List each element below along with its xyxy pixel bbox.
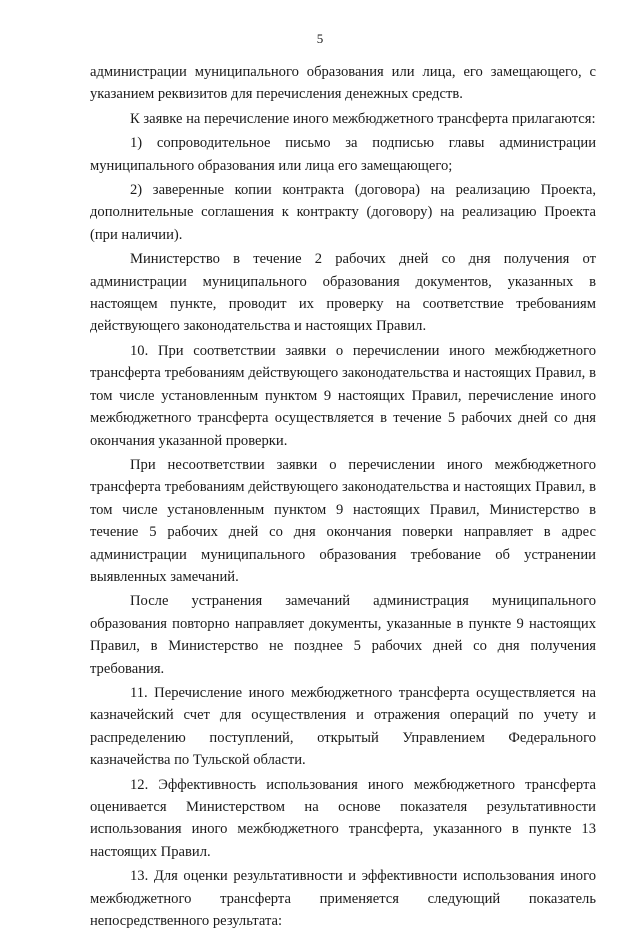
page-number: 5 — [316, 31, 324, 46]
paragraph: К заявке на перечисление иного межбюджетного трансферта прилагаются: — [130, 110, 596, 127]
paragraph: 10. При соответствии заявки о перечислении иного межбюджетного трансферта требованиям действующего законодательства и настоящих Правил, в том числе установленным пунктом 9 настоящих Правил, перечисление иного межбюджетного трансферта осуществляется в течение 5 рабочих дней со дня окончания указанной проверки. — [90, 342, 596, 449]
paragraph: 11. Перечисление иного межбюджетного трансферта осуществляется на казначейский счет для осуществления и отражения операций по учету и распределению поступлений, открытый Управлением Федерального казначейства по Тульской области. — [90, 684, 596, 769]
paragraph: Министерство в течение 2 рабочих дней со дня получения от администрации муниципального образования документов, указанных в настоящем пункте, проводит их проверку на соответствие требованиям действующего законодательства и настоящих Правил. — [90, 251, 596, 335]
paragraph: При несоответствии заявки о перечислении иного межбюджетного трансферта требованиям действующего законодательства и настоящих Правил, в том числе установленным пунктом 9 настоящих Правил, Министерство в течение 5 рабочих дней со дня окончания поверки направляет в адрес администрации муниципального образования требование об устранении выявленных замечаний. — [90, 456, 596, 585]
paragraph: 2) заверенные копии контракта (договора) на реализацию Проекта, дополнительные соглашения к контракту (договору) на реализацию Проекта (при наличии). — [90, 182, 596, 243]
paragraph: После устранения замечаний администрация муниципального образования повторно направляет документы, указанные в пункте 9 настоящих Правил, в Министерство не позднее 5 рабочих дней со дня получения требования. — [90, 593, 596, 677]
document-body — [90, 61, 596, 934]
paragraph: администрации муниципального образования или лица, его замещающего, с указанием реквизитов для перечисления денежных средств. — [90, 64, 596, 103]
paragraph: 13. Для оценки результативности и эффективности использования иного межбюджетного трансферта применяется следующий показатель непосредственного результата: — [90, 868, 596, 930]
paragraph: 1) сопроводительное письмо за подписью главы администрации муниципального образования или лица его замещающего; — [90, 135, 596, 174]
paragraph: 12. Эффективность использования иного межбюджетного трансферта оценивается Министерством на основе показателя результативности использования иного межбюджетного трансферта, указанного в пункте 13 настоящих Правил. — [90, 776, 596, 860]
